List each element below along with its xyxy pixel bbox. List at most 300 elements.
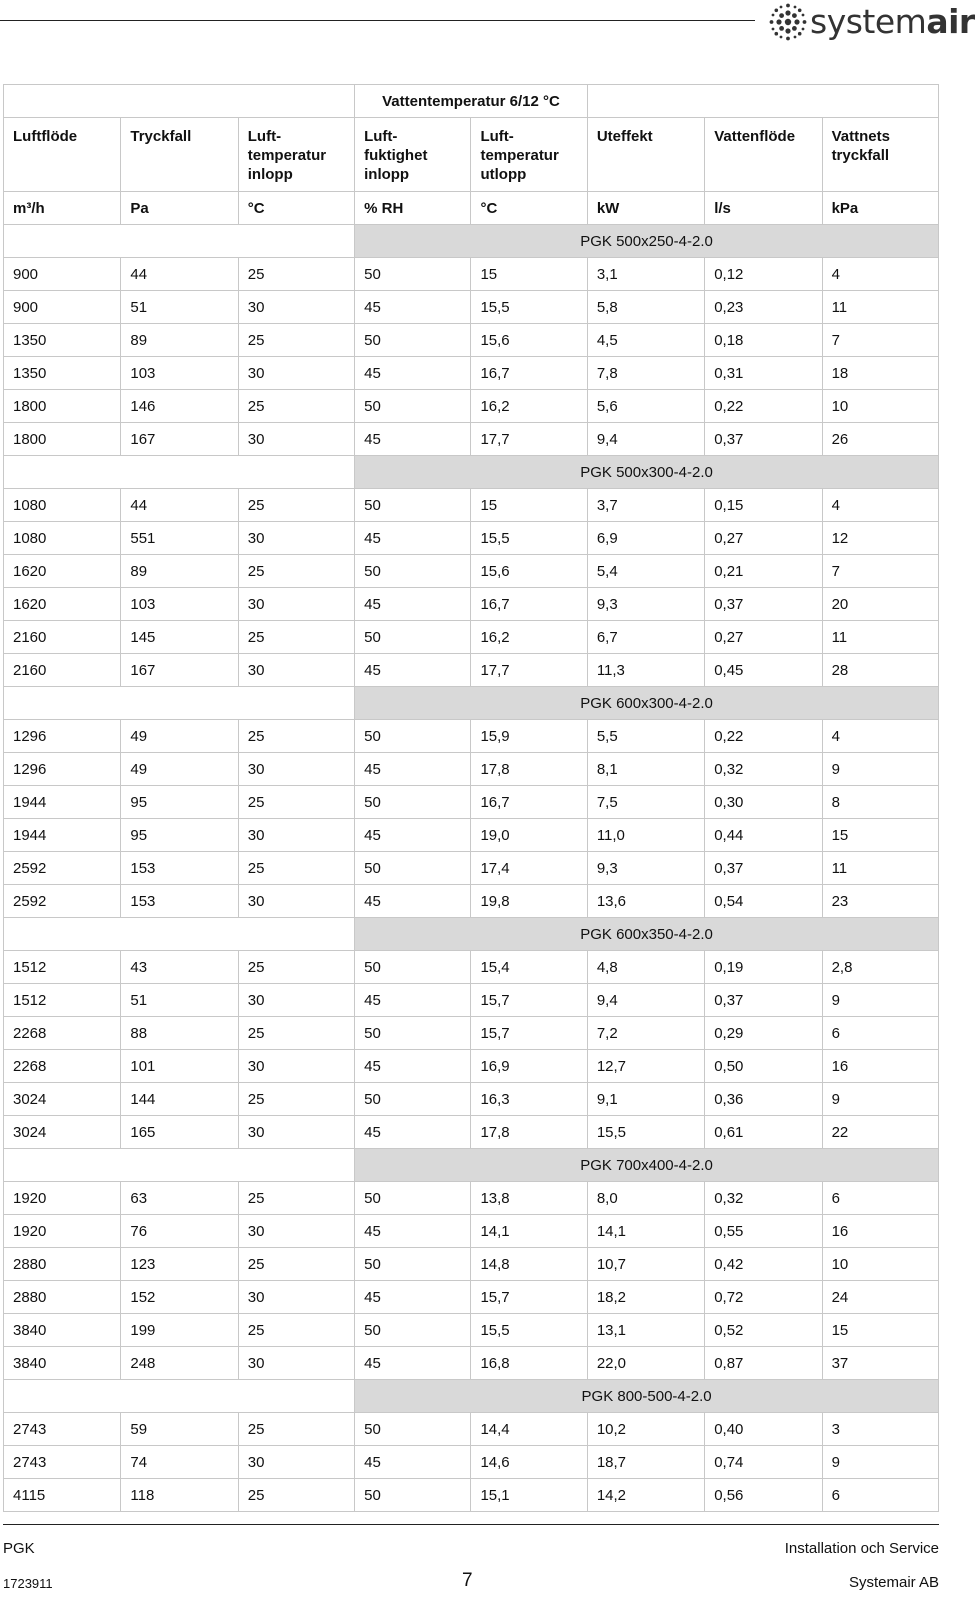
table-cell: 45 [355,423,471,456]
table-cell: 45 [355,291,471,324]
table-cell: 10,2 [587,1413,704,1446]
column-header-line: temperatur [480,147,559,164]
table-cell: 50 [355,1182,471,1215]
table-cell: 25 [238,1182,354,1215]
table-cell: 14,6 [471,1446,587,1479]
column-header-line: Uteffekt [596,128,653,145]
table-cell: 2268 [4,1017,121,1050]
table-cell: 1296 [4,720,121,753]
table-cell: 0,31 [705,357,822,390]
table-cell: 45 [355,885,471,918]
table-cell: 13,8 [471,1182,587,1215]
column-header-line: inlopp [364,166,410,183]
table-cell: 0,29 [705,1017,822,1050]
table-cell: 16,7 [471,786,587,819]
column-header-line: Vattenflöde [714,128,796,145]
unit-cell: kPa [822,192,938,225]
table-cell: 37 [822,1347,938,1380]
table-cell: 45 [355,753,471,786]
unit-cell: l/s [705,192,822,225]
table-cell: 2,8 [822,951,938,984]
model-group-row [4,687,939,720]
table-cell: 89 [121,555,238,588]
table-cell: 9,1 [587,1083,704,1116]
table-cell: 0,36 [705,1083,822,1116]
table-cell: 0,22 [705,390,822,423]
table-cell: 25 [238,489,354,522]
table-cell: 25 [238,1479,354,1512]
table-cell: 1944 [4,819,121,852]
table-cell: 0,32 [705,1182,822,1215]
table-cell: 25 [238,390,354,423]
table-cell: 15,7 [471,1281,587,1314]
table-cell: 11 [822,291,938,324]
table-cell: 1920 [4,1182,121,1215]
table-cell: 50 [355,852,471,885]
table-cell: 17,7 [471,423,587,456]
table-cell: 45 [355,588,471,621]
table-cell: 7,8 [587,357,704,390]
super-header-cell: Vattentemperatur 6/12 °C [355,85,588,118]
table-cell: 2880 [4,1248,121,1281]
table-cell: 50 [355,786,471,819]
table-cell: 50 [355,555,471,588]
table-cell: 3024 [4,1083,121,1116]
model-group-row [4,1380,939,1413]
table-cell: 0,52 [705,1314,822,1347]
table-cell: 10,7 [587,1248,704,1281]
table-cell: 45 [355,1215,471,1248]
table-cell: 9,4 [587,423,704,456]
table-cell: 6 [822,1479,938,1512]
table-cell: 0,21 [705,555,822,588]
table-cell: 0,54 [705,885,822,918]
table-cell: 9,3 [587,852,704,885]
table-cell: 74 [121,1446,238,1479]
table-cell: 0,55 [705,1215,822,1248]
table-cell: 0,18 [705,324,822,357]
table-cell: 0,40 [705,1413,822,1446]
table-cell: 2743 [4,1446,121,1479]
table-row [4,1116,939,1149]
table-cell: 2268 [4,1050,121,1083]
table-cell: 15,4 [471,951,587,984]
table-cell: 10 [822,1248,938,1281]
table-cell: 18 [822,357,938,390]
table-cell: 45 [355,984,471,1017]
group-blank-cell [4,456,355,489]
table-cell: 25 [238,1248,354,1281]
header-rule [0,20,755,21]
table-cell: 12 [822,522,938,555]
table-cell: 28 [822,654,938,687]
column-header-line: Vattnets [831,128,890,145]
model-group-row [4,456,939,489]
column-header-line: temperatur [247,147,327,164]
table-cell: 30 [238,1446,354,1479]
table-cell: 3 [822,1413,938,1446]
table-row [4,1050,939,1083]
table-cell: 25 [238,555,354,588]
table-cell: 9 [822,753,938,786]
table-row [4,819,939,852]
table-cell: 44 [121,489,238,522]
table-cell: 16,2 [471,390,587,423]
column-header-line: Luft- [364,128,398,145]
model-name: PGK 700x400-4-2.0 [355,1149,939,1182]
table-cell: 30 [238,522,354,555]
table-cell: 30 [238,1347,354,1380]
column-header [238,118,354,192]
table-cell: 17,7 [471,654,587,687]
table-cell: 15,5 [471,291,587,324]
table-cell: 1620 [4,588,121,621]
table-cell: 1512 [4,951,121,984]
table-cell: 50 [355,1314,471,1347]
column-header-line: Luft- [247,128,282,145]
table-cell: 44 [121,258,238,291]
table-cell: 50 [355,1248,471,1281]
table-cell: 45 [355,1116,471,1149]
table-cell: 50 [355,324,471,357]
table-cell: 88 [121,1017,238,1050]
table-cell: 7,2 [587,1017,704,1050]
table-cell: 0,19 [705,951,822,984]
table-cell: 16,7 [471,588,587,621]
table-cell: 1620 [4,555,121,588]
table-cell: 5,4 [587,555,704,588]
table-row [4,885,939,918]
unit-cell: °C [238,192,354,225]
table-cell: 15 [822,819,938,852]
table-cell: 25 [238,324,354,357]
table-cell: 25 [238,258,354,291]
table-cell: 1080 [4,489,121,522]
table-cell: 45 [355,1281,471,1314]
table-row [4,1413,939,1446]
table-cell: 103 [121,357,238,390]
logo-dots-icon [768,2,808,42]
group-blank-cell [4,1380,355,1413]
table-cell: 3840 [4,1314,121,1347]
super-header-blank [4,85,355,118]
column-header [471,118,587,192]
column-header [4,118,121,192]
table-cell: 7 [822,555,938,588]
table-cell: 23 [822,885,938,918]
model-name: PGK 500x250-4-2.0 [355,225,939,258]
table-cell: 6 [822,1182,938,1215]
table-cell: 103 [121,588,238,621]
table-cell: 30 [238,654,354,687]
table-cell: 45 [355,1446,471,1479]
footer-doc-number: 1723911 [3,1576,53,1591]
table-cell: 18,2 [587,1281,704,1314]
table-row [4,984,939,1017]
table-row [4,786,939,819]
table-cell: 5,5 [587,720,704,753]
footer-rule [3,1524,939,1525]
table-row [4,555,939,588]
table-cell: 30 [238,588,354,621]
table-cell: 30 [238,423,354,456]
table-cell: 15,6 [471,324,587,357]
table-cell: 16,9 [471,1050,587,1083]
header-row [4,118,939,192]
table-cell: 45 [355,1050,471,1083]
table-cell: 7 [822,324,938,357]
column-header-line: tryckfall [831,147,890,164]
table-cell: 1296 [4,753,121,786]
table-cell: 248 [121,1347,238,1380]
table-cell: 15,7 [471,984,587,1017]
model-group-row [4,1149,939,1182]
column-header-line: fuktighet [364,147,428,164]
unit-cell: °C [471,192,587,225]
table-cell: 8,1 [587,753,704,786]
table-row [4,1281,939,1314]
table-cell: 16 [822,1050,938,1083]
group-blank-cell [4,1149,355,1182]
table-cell: 2160 [4,621,121,654]
table-row [4,324,939,357]
table-cell: 45 [355,1347,471,1380]
table-cell: 13,1 [587,1314,704,1347]
model-name: PGK 500x300-4-2.0 [355,456,939,489]
table-cell: 0,15 [705,489,822,522]
column-header [587,118,704,192]
table-cell: 118 [121,1479,238,1512]
column-header-line: Luftflöde [13,128,78,145]
table-cell: 50 [355,258,471,291]
model-name: PGK 800-500-4-2.0 [355,1380,939,1413]
table-cell: 15 [822,1314,938,1347]
table-cell: 14,8 [471,1248,587,1281]
table-cell: 50 [355,489,471,522]
table-cell: 49 [121,753,238,786]
table-row [4,291,939,324]
logo-wordmark [810,2,975,41]
table-cell: 0,44 [705,819,822,852]
table-cell: 9 [822,984,938,1017]
table-cell: 16,2 [471,621,587,654]
table-cell: 551 [121,522,238,555]
table-cell: 0,37 [705,984,822,1017]
table-cell: 5,8 [587,291,704,324]
table-cell: 12,7 [587,1050,704,1083]
table-cell: 3840 [4,1347,121,1380]
table-cell: 15 [471,489,587,522]
table-cell: 165 [121,1116,238,1149]
table-cell: 17,8 [471,1116,587,1149]
table-cell: 15,6 [471,555,587,588]
table-cell: 9 [822,1446,938,1479]
unit-cell: kW [587,192,704,225]
table-cell: 17,8 [471,753,587,786]
table-cell: 2880 [4,1281,121,1314]
model-name: PGK 600x350-4-2.0 [355,918,939,951]
footer-page-number: 7 [462,1570,473,1591]
table-cell: 145 [121,621,238,654]
table-cell: 167 [121,654,238,687]
table-cell: 95 [121,819,238,852]
model-group-row [4,225,939,258]
table-cell: 15,9 [471,720,587,753]
table-cell: 9,3 [587,588,704,621]
table-cell: 9,4 [587,984,704,1017]
logo-word-system: system [810,2,927,41]
table-cell: 14,1 [587,1215,704,1248]
table-cell: 900 [4,291,121,324]
table-cell: 0,61 [705,1116,822,1149]
table-cell: 45 [355,654,471,687]
table-cell: 144 [121,1083,238,1116]
table-cell: 153 [121,852,238,885]
table-cell: 0,12 [705,258,822,291]
column-header [705,118,822,192]
table-cell: 30 [238,1215,354,1248]
table-cell: 25 [238,720,354,753]
table-cell: 30 [238,1050,354,1083]
table-row [4,753,939,786]
table-cell: 15,5 [587,1116,704,1149]
table-cell: 1512 [4,984,121,1017]
table-cell: 4 [822,489,938,522]
super-header-row [4,85,939,118]
column-header [121,118,238,192]
footer-section: Installation och Service [784,1540,939,1557]
unit-cell: % RH [355,192,471,225]
footer-company: Systemair AB [848,1574,939,1591]
table-row [4,1446,939,1479]
table-cell: 11 [822,621,938,654]
table-row [4,720,939,753]
table-cell: 7,5 [587,786,704,819]
table-cell: 25 [238,852,354,885]
table-cell: 14,1 [471,1215,587,1248]
table-cell: 50 [355,951,471,984]
table-cell: 4,8 [587,951,704,984]
table-row [4,423,939,456]
table-cell: 8 [822,786,938,819]
table-cell: 9 [822,1083,938,1116]
table-cell: 153 [121,885,238,918]
table-cell: 0,27 [705,522,822,555]
table-cell: 16,3 [471,1083,587,1116]
super-header-blank [587,85,938,118]
table-cell: 25 [238,1017,354,1050]
table-cell: 51 [121,291,238,324]
table-cell: 22,0 [587,1347,704,1380]
table-cell: 0,32 [705,753,822,786]
table-cell: 49 [121,720,238,753]
table-cell: 22 [822,1116,938,1149]
table-cell: 25 [238,1314,354,1347]
table-cell: 8,0 [587,1182,704,1215]
table-row [4,489,939,522]
table-cell: 1800 [4,390,121,423]
table-cell: 26 [822,423,938,456]
table-cell: 0,56 [705,1479,822,1512]
table-cell: 14,2 [587,1479,704,1512]
table-cell: 30 [238,885,354,918]
table-cell: 50 [355,621,471,654]
table-cell: 20 [822,588,938,621]
table-row [4,258,939,291]
table-row [4,852,939,885]
unit-cell: m³/h [4,192,121,225]
table-row [4,1347,939,1380]
table-cell: 6 [822,1017,938,1050]
model-group-row [4,918,939,951]
table-cell: 16,7 [471,357,587,390]
table-cell: 4115 [4,1479,121,1512]
table-cell: 25 [238,951,354,984]
table-cell: 11,0 [587,819,704,852]
table-cell: 19,0 [471,819,587,852]
table-cell: 1920 [4,1215,121,1248]
logo-word-air: air [926,2,975,41]
table-cell: 2743 [4,1413,121,1446]
table-cell: 0,30 [705,786,822,819]
table-cell: 167 [121,423,238,456]
table-cell: 3,7 [587,489,704,522]
table-cell: 152 [121,1281,238,1314]
table-cell: 5,6 [587,390,704,423]
table-row [4,1017,939,1050]
table-row [4,1314,939,1347]
table-row [4,357,939,390]
table-cell: 1800 [4,423,121,456]
table-cell: 0,37 [705,423,822,456]
table-cell: 0,74 [705,1446,822,1479]
table-cell: 13,6 [587,885,704,918]
table-cell: 45 [355,522,471,555]
table-cell: 4 [822,258,938,291]
table-cell: 146 [121,390,238,423]
table-cell: 0,50 [705,1050,822,1083]
column-header-line: inlopp [247,166,293,183]
table-cell: 2160 [4,654,121,687]
table-cell: 17,4 [471,852,587,885]
table-row [4,951,939,984]
table-cell: 0,87 [705,1347,822,1380]
column-header [355,118,471,192]
table-cell: 95 [121,786,238,819]
table-cell: 15,1 [471,1479,587,1512]
table-cell: 0,72 [705,1281,822,1314]
performance-table [3,84,939,1512]
table-cell: 50 [355,1413,471,1446]
table-cell: 25 [238,1083,354,1116]
table-cell: 101 [121,1050,238,1083]
table-cell: 24 [822,1281,938,1314]
table-cell: 0,45 [705,654,822,687]
table-cell: 50 [355,1479,471,1512]
table-cell: 76 [121,1215,238,1248]
table-row [4,1248,939,1281]
model-name: PGK 600x300-4-2.0 [355,687,939,720]
table-row [4,1215,939,1248]
table-cell: 89 [121,324,238,357]
table-cell: 0,27 [705,621,822,654]
table-row [4,522,939,555]
table-cell: 900 [4,258,121,291]
table-cell: 1944 [4,786,121,819]
footer-product: PGK [3,1540,35,1557]
table-cell: 0,22 [705,720,822,753]
table-row [4,390,939,423]
